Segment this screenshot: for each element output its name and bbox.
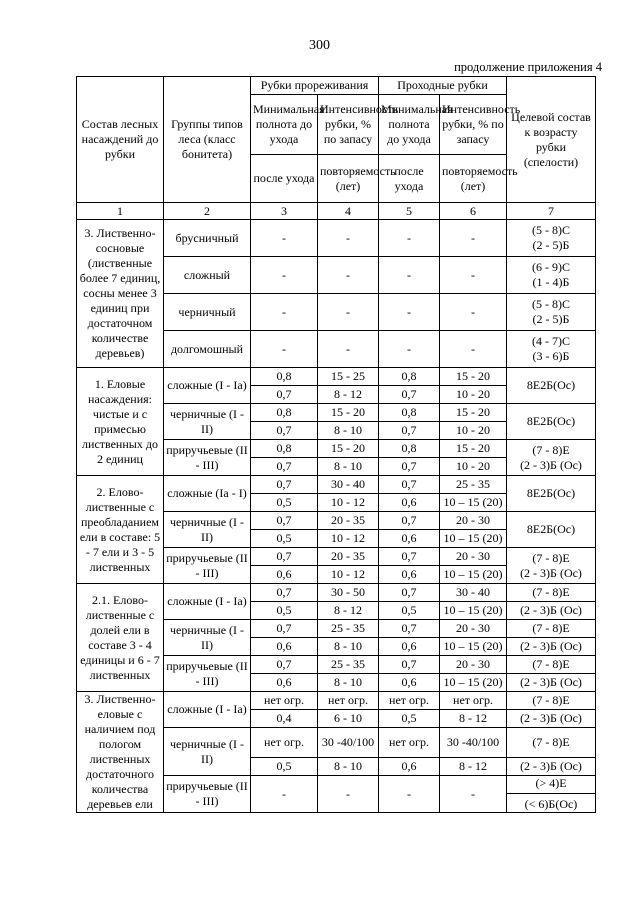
value-cell: 15 - 20 [318,404,379,422]
value-cell: 0,6 [379,758,440,776]
value-cell: 0,7 [379,422,440,440]
value-cell: 25 - 35 [318,656,379,674]
header-passing: Проходные рубки [379,77,507,95]
value-cell: 20 - 30 [440,620,507,638]
value-cell: 8 - 12 [440,758,507,776]
value-cell: 8 - 10 [318,458,379,476]
value-cell: 0,7 [379,620,440,638]
value-cell: 10 - 12 [318,530,379,548]
forest-type-cell: черничные (I - II) [164,404,251,440]
value-cell: 8 - 10 [318,422,379,440]
target-line: 8Е2Б(Ос) [526,378,576,392]
page-number: 300 [309,38,330,53]
forest-type-cell: долгомошный [164,331,251,368]
value-cell: 0,4 [251,710,318,728]
target-cell [507,294,596,331]
value-cell: 0,5 [251,530,318,548]
value-cell: - [379,331,440,368]
forest-type-cell: черничные (I - II) [164,620,251,656]
col-number: 6 [440,203,507,220]
value-cell: 8 - 10 [318,674,379,692]
forest-type-cell: сложный [164,257,251,294]
value-cell: - [251,776,318,813]
value-cell: 10 - 12 [318,494,379,512]
target-line: 8Е2Б(Ос) [526,414,576,428]
col-number: 1 [77,203,164,220]
target-line: (> 4)Е [507,776,595,794]
target-line: (7 - 8)Е [532,442,570,457]
value-cell: 10 - 12 [318,566,379,584]
target-cell [507,548,596,584]
value-cell: - [440,220,507,257]
value-cell: нет огр. [440,692,507,710]
target-cell [507,476,596,512]
value-cell: 0,7 [251,620,318,638]
value-cell: 8 - 12 [318,602,379,620]
value-cell: 0,5 [379,710,440,728]
target-line: (2 - 3)Б (Ос) [520,565,582,580]
composition-cell: 3. Лиственно-сосновые (лиственные более 7 единиц, сосны менее 3 единиц при достаточном количестве деревьев) [77,220,164,368]
target-line: (2 - 5)Б [532,238,570,252]
value-cell: нет огр. [318,692,379,710]
value-cell: 8 - 10 [318,638,379,656]
forestry-table [76,76,596,813]
table-row [77,220,596,257]
value-cell: 0,7 [379,584,440,602]
forest-type-cell: брусничный [164,220,251,257]
header-after-p: после ухода [379,155,440,203]
target-cell [507,404,596,440]
target-cell: (2 - 3)Б (Ос) [507,638,596,656]
target-cell [507,776,596,813]
value-cell: 0,7 [251,548,318,566]
value-cell: 8 - 10 [318,758,379,776]
target-cell: (7 - 8)Е [507,656,596,674]
value-cell: - [318,220,379,257]
composition-cell: 2. Елово-лиственные с преобладанием ели в составе: 5 - 7 ели и 3 - 5 лиственных [77,476,164,584]
value-cell: - [318,294,379,331]
value-cell: нет огр. [379,728,440,758]
table-row [77,476,596,494]
value-cell: 0,7 [251,656,318,674]
forest-type-cell: черничные (I - II) [164,728,251,776]
forest-type-cell: сложные (I - Iа) [164,692,251,728]
target-cell [507,257,596,294]
value-cell: 25 - 35 [440,476,507,494]
target-line: (< 6)Б(Ос) [524,797,578,811]
value-cell: нет огр. [251,692,318,710]
forest-type-cell: черничный [164,294,251,331]
value-cell: 30 - 50 [318,584,379,602]
target-cell: (2 - 3)Б (Ос) [507,758,596,776]
value-cell: - [379,257,440,294]
col-number: 2 [164,203,251,220]
target-cell: (7 - 8)Е [507,728,596,758]
value-cell: 15 - 25 [318,368,379,386]
header-thinning: Рубки прореживания [251,77,379,95]
value-cell: 10 – 15 (20) [440,638,507,656]
value-cell: 0,6 [251,638,318,656]
target-cell [507,512,596,548]
value-cell: 0,8 [251,404,318,422]
header-intensity-p: Интенсивность рубки, % по запасу [440,95,507,155]
value-cell: 0,7 [251,512,318,530]
value-cell: 0,6 [379,674,440,692]
target-line: (5 - 8)С [532,297,570,311]
forest-type-cell: сложные (I - Iа) [164,368,251,404]
value-cell: нет огр. [379,692,440,710]
target-cell [507,331,596,368]
value-cell: 20 - 30 [440,548,507,566]
forest-type-cell: сложные (Iа - I) [164,476,251,512]
forest-type-cell: приручьевые (II - III) [164,548,251,584]
value-cell: 0,5 [251,494,318,512]
value-cell: 10 – 15 (20) [440,494,507,512]
value-cell: 15 - 20 [440,440,507,458]
value-cell: 0,7 [379,512,440,530]
value-cell: 0,7 [379,656,440,674]
value-cell: - [318,257,379,294]
value-cell: 0,7 [251,386,318,404]
header-intensity: Интенсивность рубки, % по запасу [318,95,379,155]
value-cell: 30 -40/100 [318,728,379,758]
header-min-density: Минимальная полнота до ухода [251,95,318,155]
target-cell: (2 - 3)Б (Ос) [507,602,596,620]
value-cell: 15 - 20 [440,404,507,422]
target-line: (3 - 6)Б [532,349,570,363]
forest-type-cell: приручьевые (II - III) [164,440,251,476]
value-cell: 30 -40/100 [440,728,507,758]
target-cell: (2 - 3)Б (Ос) [507,710,596,728]
value-cell: 0,6 [379,494,440,512]
target-line: 8Е2Б(Ос) [526,486,576,500]
forest-type-cell: черничные (I - II) [164,512,251,548]
value-cell: 10 – 15 (20) [440,674,507,692]
value-cell: 10 - 20 [440,422,507,440]
table-row [77,692,596,710]
header-repeat: повторяемость (лет) [318,155,379,203]
value-cell: - [251,331,318,368]
value-cell: 0,7 [379,386,440,404]
value-cell: 0,6 [251,674,318,692]
value-cell: 6 - 10 [318,710,379,728]
col-number: 7 [507,203,596,220]
forest-type-cell: приручьевые (II - III) [164,776,251,813]
col-number: 3 [251,203,318,220]
value-cell: 0,8 [251,440,318,458]
target-line: (5 - 8)С [532,223,570,237]
value-cell: - [440,331,507,368]
value-cell: 0,5 [379,602,440,620]
col-number: 4 [318,203,379,220]
value-cell: 0,8 [379,440,440,458]
header-repeat-p: повторяемость (лет) [440,155,507,203]
value-cell: - [251,257,318,294]
value-cell: - [251,220,318,257]
value-cell: 20 - 30 [440,656,507,674]
target-cell [507,368,596,404]
value-cell: 0,6 [379,530,440,548]
value-cell: 0,7 [251,422,318,440]
header-after: после ухода [251,155,318,203]
value-cell: - [379,294,440,331]
target-cell [507,440,596,476]
value-cell: - [440,257,507,294]
value-cell: 10 – 15 (20) [440,602,507,620]
target-line: (4 - 7)С [532,334,570,348]
value-cell: 8 - 12 [318,386,379,404]
value-cell: 15 - 20 [440,368,507,386]
column-numbers-row [77,203,596,220]
value-cell: 0,5 [251,758,318,776]
target-cell [507,220,596,257]
value-cell: - [379,220,440,257]
value-cell: 0,8 [379,404,440,422]
value-cell: 10 - 20 [440,458,507,476]
value-cell: 20 - 35 [318,512,379,530]
header-target: Целевой состав к возрасту рубки (спелости) [507,77,596,203]
target-cell: (2 - 3)Б (Ос) [507,674,596,692]
header-min-density-p: Минимальная полнота до ухода [379,95,440,155]
value-cell: 30 - 40 [318,476,379,494]
target-cell: (7 - 8)Е [507,620,596,638]
composition-cell: 3. Лиственно-еловые с наличием под пологом лиственных достаточного количества деревьев ели [77,692,164,813]
value-cell: 8 - 12 [440,710,507,728]
value-cell: 10 – 15 (20) [440,566,507,584]
value-cell: 0,6 [379,638,440,656]
value-cell: 0,6 [251,566,318,584]
target-line: (2 - 5)Б [532,312,570,326]
continuation-note: продолжение приложения 4 [454,60,602,74]
value-cell: 0,8 [251,368,318,386]
header-composition: Состав лесных насаждений до рубки [77,77,164,203]
composition-cell: 2.1. Елово-лиственные с долей ели в составе 3 - 4 единицы и 6 - 7 лиственных [77,584,164,692]
target-line: (2 - 3)Б (Ос) [520,457,582,472]
target-cell: (7 - 8)Е [507,692,596,710]
target-line: (6 - 9)С [532,260,570,274]
value-cell: 0,7 [251,584,318,602]
composition-cell: 1. Еловые насаждения: чистые и с примесью лиственных до 2 единиц [77,368,164,476]
value-cell: - [251,294,318,331]
table-row [77,584,596,602]
value-cell: - [318,776,379,813]
header-forest-type: Группы типов леса (класс бонитета) [164,77,251,203]
target-line: (7 - 8)Е [532,550,570,565]
value-cell: 25 - 35 [318,620,379,638]
value-cell: 0,7 [251,476,318,494]
value-cell: 0,6 [379,566,440,584]
value-cell: нет огр. [251,728,318,758]
value-cell: 15 - 20 [318,440,379,458]
value-cell: 10 - 20 [440,386,507,404]
value-cell: 30 - 40 [440,584,507,602]
value-cell: 0,7 [379,548,440,566]
forest-type-cell: сложные (I - Iа) [164,584,251,620]
value-cell: 0,5 [251,602,318,620]
value-cell: - [440,294,507,331]
value-cell: 0,7 [379,458,440,476]
value-cell: - [318,331,379,368]
value-cell: 0,7 [251,458,318,476]
value-cell: 10 – 15 (20) [440,530,507,548]
forest-type-cell: приручьевые (II - III) [164,656,251,692]
table-row [77,368,596,386]
value-cell: 20 - 35 [318,548,379,566]
target-cell: (7 - 8)Е [507,584,596,602]
value-cell: 0,8 [379,368,440,386]
value-cell: 20 - 30 [440,512,507,530]
col-number: 5 [379,203,440,220]
value-cell: - [379,776,440,813]
target-line: (1 - 4)Б [532,275,570,289]
value-cell: - [440,776,507,813]
target-line: 8Е2Б(Ос) [526,522,576,536]
value-cell: 0,7 [379,476,440,494]
